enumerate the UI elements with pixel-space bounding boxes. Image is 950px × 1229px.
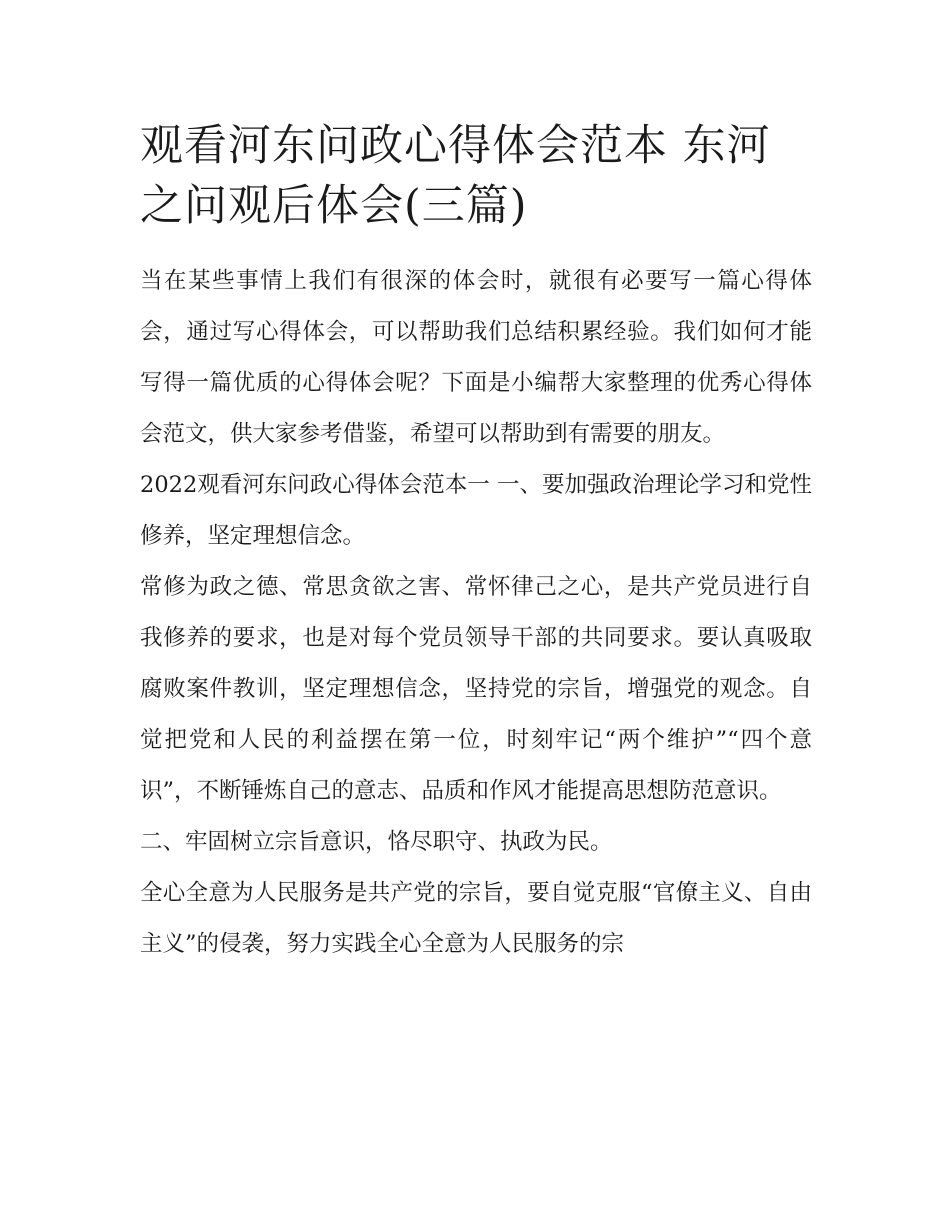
document-body	[140, 116, 812, 970]
section-two-paragraph: 全心全意为人民服务是共产党的宗旨，要自觉克服“官僚主义、自由主义”的侵袭，努力实践全心全意为人民服务的宗	[140, 880, 812, 957]
document-title: 观看河东问政心得体会范本 东河之问观后体会(三篇)	[140, 121, 771, 231]
section-one-paragraph: 常修为政之德、常思贪欲之害、常怀律己之心，是共产党员进行自我修养的要求，也是对每个党员领导干部的共同要求。要认真吸取腐败案件教训，坚定理想信念，坚持党的宗旨，增强党的观念。自觉把党和人民的利益摆在第一位，时刻牢记“两个维护”“四个意识”，不断锤炼自己的意志、品质和作风才能提高思想防范意识。	[140, 574, 812, 804]
section-two-heading: 二、牢固树立宗旨意识，恪尽职守、执政为民。	[140, 829, 613, 855]
section-one-heading: 2022观看河东问政心得体会范本一 一、要加强政治理论学习和党性修养，坚定理想信念。	[140, 472, 812, 549]
intro-paragraph: 当在某些事情上我们有很深的体会时，就很有必要写一篇心得体会，通过写心得体会，可以帮助我们总结积累经验。我们如何才能写得一篇优质的心得体会呢？下面是小编帮大家整理的优秀心得体会范文，供大家参考借鉴，希望可以帮助到有需要的朋友。	[140, 268, 812, 447]
